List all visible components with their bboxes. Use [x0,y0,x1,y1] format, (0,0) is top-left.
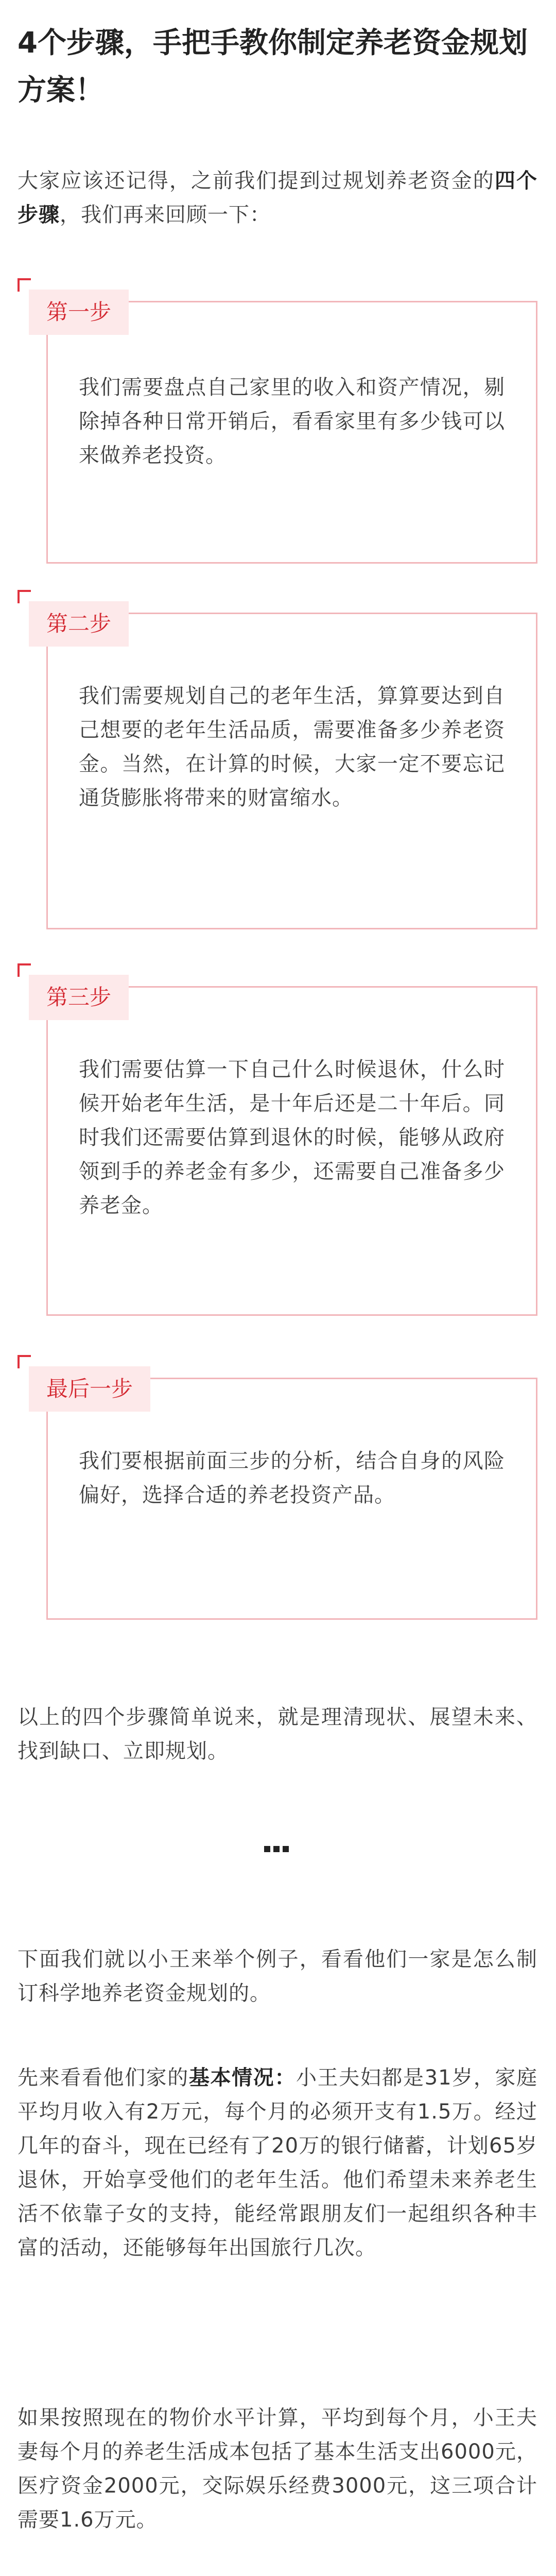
basic-situation-paragraph [18,2061,537,2265]
article-title: 4个步骤，手把手教你制定养老资金规划方案！ [18,26,528,107]
step-block-4 [18,1355,537,1623]
step-label-1: 第一步 [29,290,129,335]
example-intro-paragraph: 下面我们就以小王来举个例子，看看他们一家是怎么制订科学地养老资金规划的。 [18,1947,537,2005]
step-block-2 [18,590,537,933]
cost-paragraph: 如果按照现在的物价水平计算，平均到每个月，小王夫妻每个月的养老生活成本包括了基本生活支出6000元，医疗资金2000元，交际娱乐经费3000元，这三项合计需要1.6万元。 [18,2406,537,2532]
intro-paragraph [18,164,537,232]
step-label-2: 第二步 [29,601,129,647]
step-text-3: 我们需要估算一下自己什么时候退休，什么时候开始老年生活，是十年后还是二十年后。同时我们还需要估算到退休的时候，能够从政府领到手的养老金有多少，还需要自己准备多少养老金。 [79,1058,505,1217]
step-box-2 [46,613,537,929]
step-text-2: 我们需要规划自己的老年生活，算算要达到自己想要的老年生活品质，需要准备多少养老资金。当然，在计算的时候，大家一定不要忘记通货膨胀将带来的财富缩水。 [79,684,505,810]
basic-bold: 基本情况： [188,2066,296,2090]
step-label-3: 第三步 [29,975,129,1020]
after-steps-paragraph: 以上的四个步骤简单说来，就是理清现状、展望未来、找到缺口、立即规划。 [18,1705,537,1763]
section-divider [264,1846,292,1852]
intro-before: 大家应该还记得，之前我们提到过规划养老资金的 [18,169,495,193]
intro-bold: 四个步骤 [18,169,538,227]
step-label-4: 最后一步 [29,1366,150,1412]
basic-after: 小王夫妇都是31岁，家庭平均月收入有2万元，每个月的必须开支有1.5万。经过几年的奋斗，现在已经有了20万的银行储蓄，计划65岁退休，开始享受他们的老年生活。他们希望未来养老生活不依靠子女的支持，能经常跟朋友们一起组织各种丰富的活动，还能够每年出国旅行几次。 [18,2066,538,2260]
step-box-4 [46,1378,537,1620]
step-block-3 [18,963,537,1319]
step-box-3 [46,986,537,1316]
step-box-1 [46,301,537,564]
step-text-4: 我们要根据前面三步的分析，结合自身的风险偏好，选择合适的养老投资产品。 [79,1449,505,1507]
basic-before: 先来看看他们家的 [18,2066,189,2090]
intro-after: ，我们再来回顾一下： [60,203,271,227]
step-text-1: 我们需要盘点自己家里的收入和资产情况，剔除掉各种日常开销后，看看家里有多少钱可以来做养老投资。 [79,376,505,467]
step-block-1 [18,278,537,567]
